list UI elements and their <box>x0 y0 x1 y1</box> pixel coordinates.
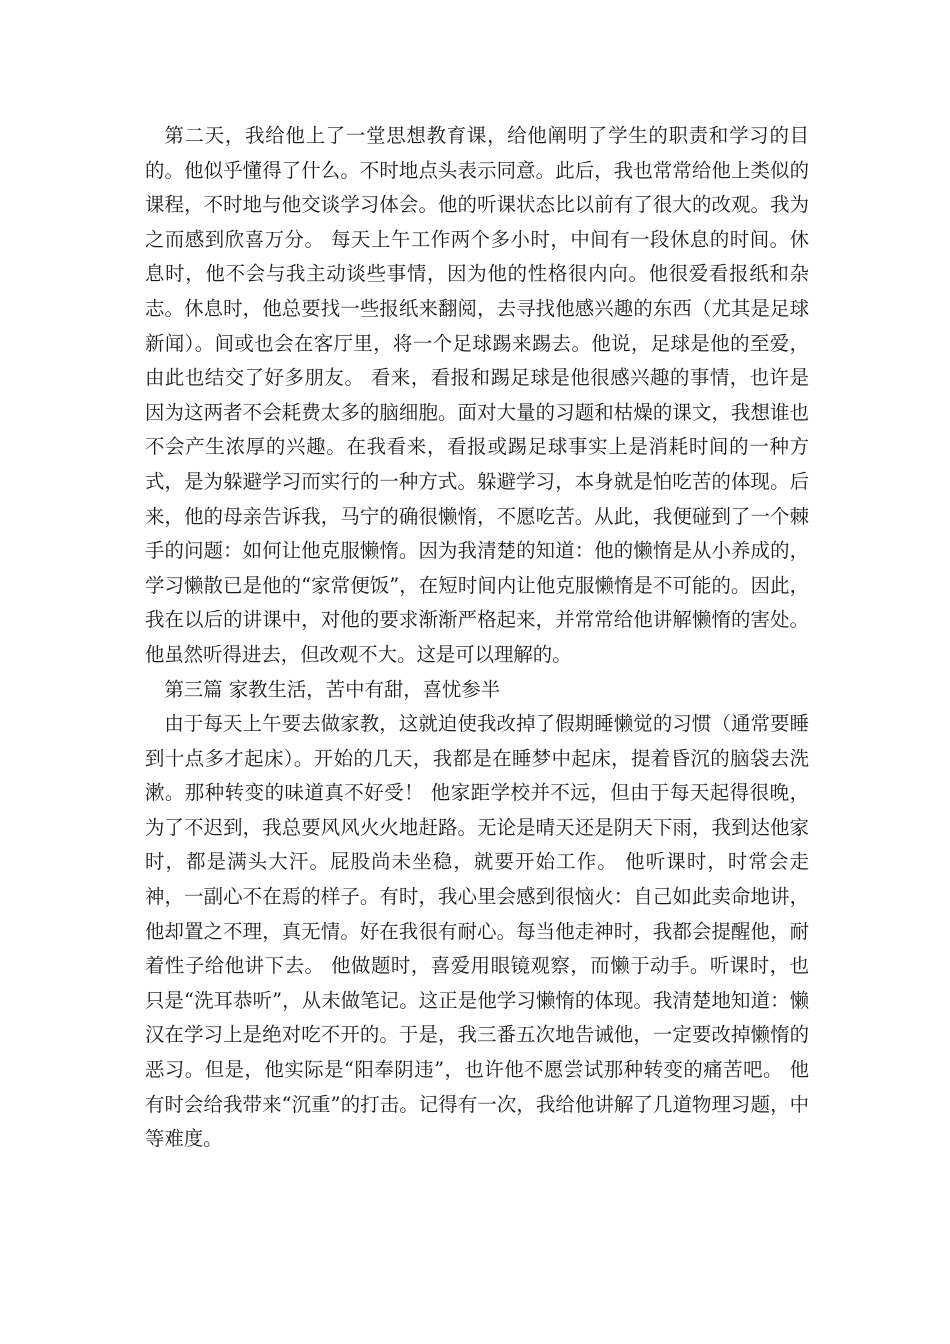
document-body <box>145 119 809 1157</box>
paragraph-2: 由于每天上午要去做家教，这就迫使我改掉了假期睡懒觉的习惯（通常要睡到十点多才起床）。开始的几天，我都是在睡梦中起床，提着昏沉的脑袋去洗漱。那种转变的味道真不好受！ 他家距学校并不远，但由于每天起得很晚，为了不迟到，我总要风风火火地赶路。无论是晴天还是阴天下雨，我到达他家时，都是满头大汗。屁股尚未坐稳，就要开始工作。 他听课时，时常会走神，一副心不在焉的样子。有时，我心里会感到很恼火：自己如此卖命地讲，他却置之不理，真无情。好在我很有耐心。每当他走神时，我都会提醒他，耐着性子给他讲下去。 他做题时，喜爱用眼镜观察，而懒于动手。听课时，也只是“洗耳恭听”，从未做笔记。这正是他学习懒惰的体现。我清楚地知道：懒汉在学习上是绝对吃不开的。于是，我三番五次地告诫他，一定要改掉懒惰的恶习。但是，他实际是“阳奉阴违”，也许他不愿尝试那种转变的痛苦吧。 他有时会给我带来“沉重”的打击。记得有一次，我给他讲解了几道物理习题，中等难度。 <box>145 712 809 1151</box>
section-heading: 第三篇 家教生活，苦中有甜，喜忧参半 <box>164 677 501 701</box>
paragraph-1: 第二天，我给他上了一堂思想教育课，给他阐明了学生的职责和学习的目的。他似乎懂得了什么。不时地点头表示同意。此后，我也常常给他上类似的课程，不时地与他交谈学习体会。他的听课状态比以前有了很大的改观。我为之而感到欣喜万分。 每天上午工作两个多小时，中间有一段休息的时间。休息时，他不会与我主动谈些事情，因为他的性格很内向。他很爱看报纸和杂志。休息时，他总要找一些报纸来翻阅，去寻找他感兴趣的东西（尤其是足球新闻）。间或也会在客厅里，将一个足球踢来踢去。他说，足球是他的至爱，由此也结交了好多朋友。 看来，看报和踢足球是他很感兴趣的事情，也许是因为这两者不会耗费太多的脑细胞。面对大量的习题和枯燥的课文，我想谁也不会产生浓厚的兴趣。在我看来，看报或踢足球事实上是消耗时间的一种方式，是为躲避学习而实行的一种方式。躲避学习，本身就是怕吃苦的体现。后来，他的母亲告诉我，马宁的确很懒惰，不愿吃苦。从此，我便碰到了一个棘手的问题：如何让他克服懒惰。因为我清楚的知道：他的懒惰是从小养成的，学习懒散已是他的“家常便饭”，在短时间内让他克服懒惰是不可能的。因此，我在以后的讲课中，对他的要求渐渐严格起来，并常常给他讲解懒惰的害处。他虽然听得进去，但改观不大。这是可以理解的。 <box>145 124 809 666</box>
